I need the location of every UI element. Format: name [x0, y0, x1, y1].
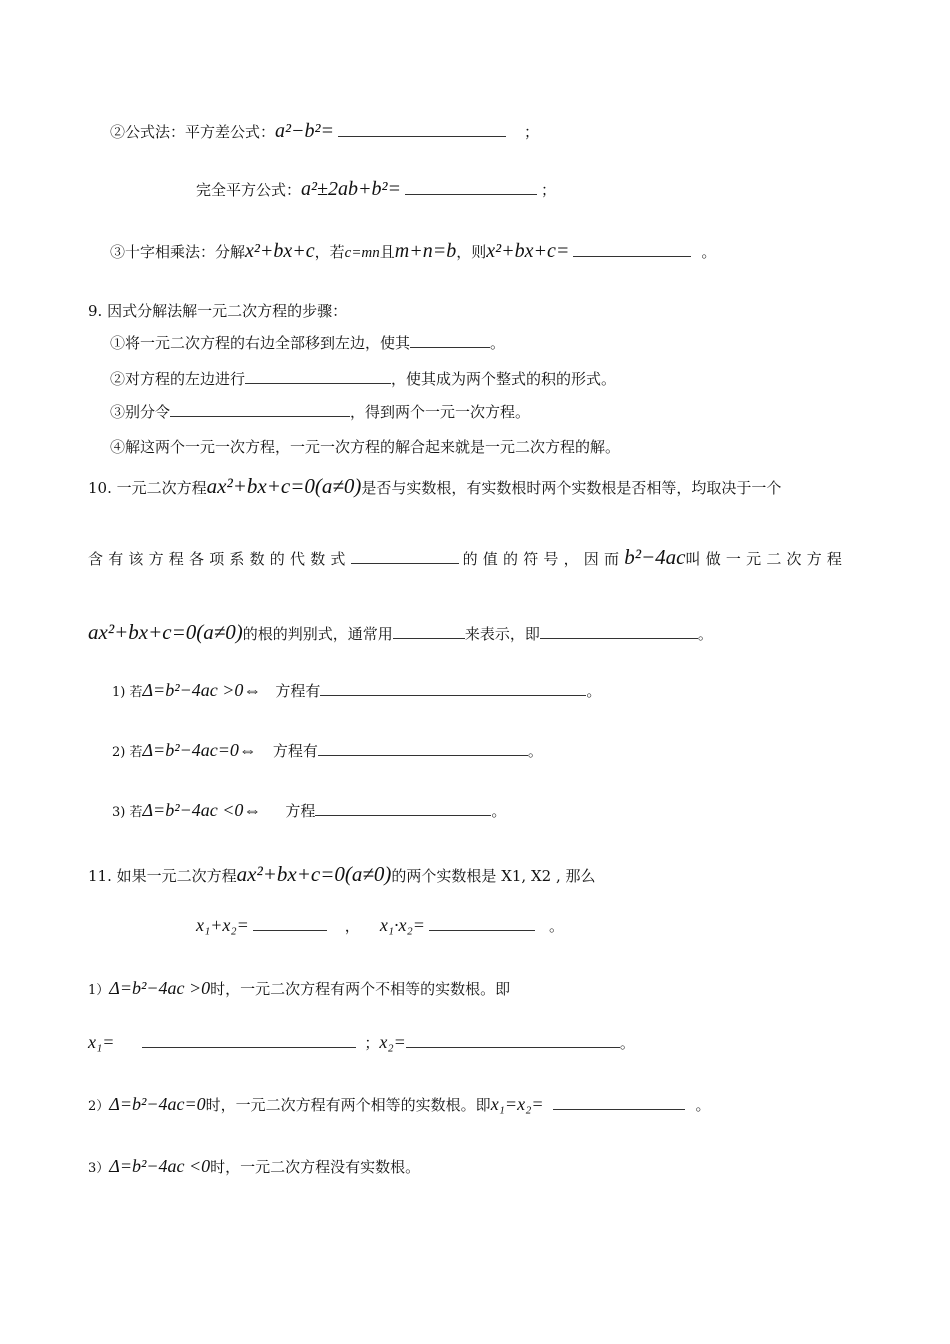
step-2: ②对方程的左边进行 ，使其成为两个整式的积的形式。: [110, 370, 617, 388]
perfect-square-formula: a²±2ab+b²=: [301, 178, 401, 200]
step-3: ③别分令 ，得到两个一元一次方程。: [110, 403, 531, 421]
answer-blank[interactable]: [573, 242, 691, 257]
perfect-square-line: 完全平方公式： a²±2ab+b²= ；: [196, 178, 556, 200]
root-product: x₁·x₂=: [379, 915, 425, 935]
formula-method-label: ②公式法：平方差公式：: [110, 123, 276, 141]
answer-blank[interactable]: [320, 681, 586, 696]
answer-blank[interactable]: [410, 333, 490, 348]
discriminant-expression: b²−4ac: [624, 545, 686, 569]
section-9-title: 9. 因式分解法解一元二次方程的步骤：: [88, 302, 348, 320]
answer-blank[interactable]: [315, 801, 491, 816]
step-1: ①将一元二次方程的右边全部移到左边，使其 。: [110, 334, 506, 352]
section-10-line3: ax²+bx+c=0(a≠0) 的根的判别式，通常用 来表示，即 。: [88, 620, 713, 644]
cross-multiplication-line: ③十字相乘法：分解 x²+bx+c ，若 c=mn 且 m+n=b ，则 x²+bx+c= 。: [110, 240, 717, 262]
answer-blank[interactable]: [429, 916, 535, 931]
answer-blank[interactable]: [406, 1033, 620, 1048]
root-formula-line: x₁= ； x₂= 。: [88, 1032, 635, 1052]
difference-of-squares-formula: a²−b²=: [275, 120, 334, 142]
quadratic-equation: ax²+bx+c=0(a≠0): [206, 474, 362, 498]
vieta-line: x₁+x₂= ， x₁·x₂= 。: [196, 915, 564, 935]
answer-blank[interactable]: [142, 1033, 356, 1048]
answer-blank[interactable]: [170, 402, 350, 417]
formula-method-line: ②公式法：平方差公式： a²−b²= ；: [110, 120, 540, 142]
case-2: 2) 若 Δ=b²−4ac=0⇔ 方程有 。: [112, 740, 543, 760]
answer-blank[interactable]: [553, 1095, 685, 1110]
case-3: 3) 若 Δ=b²−4ac <0⇔ 方程 。: [112, 800, 507, 820]
answer-blank[interactable]: [318, 741, 528, 756]
answer-blank[interactable]: [245, 369, 391, 384]
root-case-3: 3） Δ=b²−4ac <0 时，一元二次方程没有实数根。: [88, 1156, 421, 1176]
section-10-line2: 含有该方程各项系数的代数式 的值的符号，因而 b²−4ac 叫做一元二次方程: [88, 545, 848, 569]
step-4: ④解这两个一元一次方程，一元一次方程的解合起来就是一元二次方程的解。: [110, 438, 621, 456]
answer-blank[interactable]: [405, 180, 537, 195]
answer-blank[interactable]: [253, 916, 327, 931]
perfect-square-label: 完全平方公式：: [196, 181, 302, 199]
answer-blank[interactable]: [338, 122, 506, 137]
case-1: 1) 若 Δ=b²−4ac >0⇔ 方程有 。: [112, 680, 602, 700]
answer-blank[interactable]: [393, 624, 465, 639]
root-sum: x₁+x₂=: [196, 915, 249, 935]
answer-blank[interactable]: [351, 549, 459, 564]
root-case-2: 2） Δ=b²−4ac=0 时，一元二次方程有两个相等的实数根。即 x₁=x₂= 。: [88, 1094, 711, 1114]
cross-method-label: ③十字相乘法：分解: [110, 243, 246, 261]
answer-blank[interactable]: [540, 624, 698, 639]
root-case-1: 1） Δ=b²−4ac >0 时，一元二次方程有两个不相等的实数根。即: [88, 978, 511, 998]
section-10-intro: 10. 一元二次方程 ax²+bx+c=0(a≠0) 是否与实数根，有实数根时两个实数根是否相等，均取决于一个: [88, 474, 782, 498]
section-11-intro: 11. 如果一元二次方程 ax²+bx+c=0(a≠0) 的两个实数根是 X1, X2 , 那么: [88, 862, 596, 886]
